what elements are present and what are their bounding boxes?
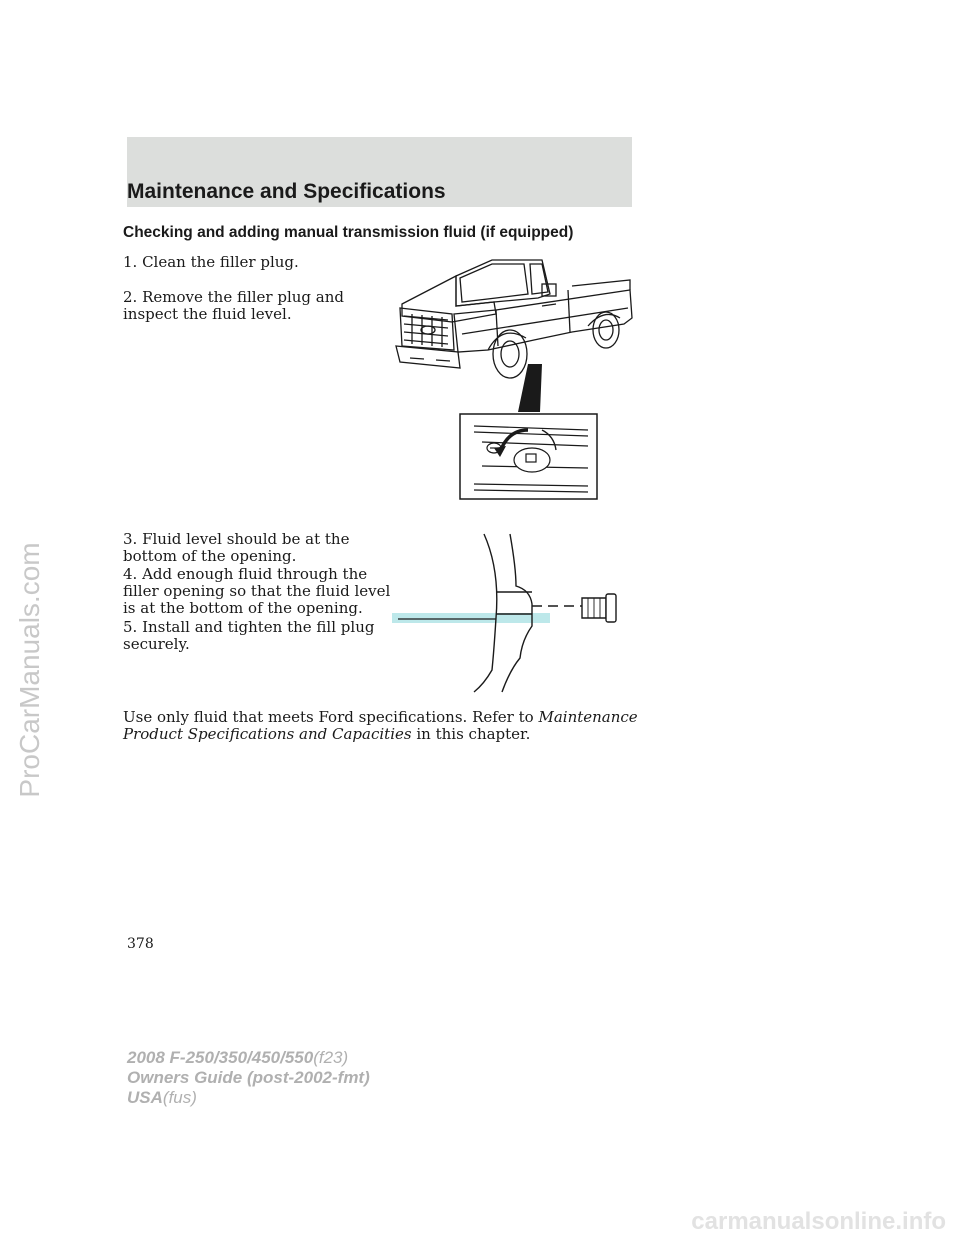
side-watermark-text: ProCarManuals.com [14, 542, 45, 798]
step-1-text: 1. Clean the filler plug. [123, 253, 299, 271]
footer-region-code: (fus) [162, 1088, 197, 1107]
truck-cab [456, 260, 550, 306]
truck-illustration [392, 254, 634, 504]
step-4-line-2: filler opening so that the fluid level [123, 582, 391, 600]
step-4 [123, 566, 390, 617]
step-5-line-1: 5. Install and tighten the fill plug [123, 618, 375, 636]
step-3 [123, 531, 349, 565]
step-5-line-2: securely. [123, 635, 190, 653]
footer-model: 2008 F-250/350/450/550 [127, 1048, 314, 1067]
note-end: in this chapter. [416, 725, 531, 743]
bottom-watermark: carmanualsonline.info [691, 1208, 946, 1235]
footer-guide: Owners Guide (post-2002-fmt) [127, 1068, 370, 1087]
note-paragraph [123, 709, 638, 743]
footer-region: USA [127, 1088, 163, 1107]
footer-line-1 [127, 1048, 370, 1068]
note-text: Use only fluid that meets Ford specifications. Refer to [123, 708, 534, 726]
step-2-line-2: inspect the fluid level. [123, 305, 292, 323]
step-5 [123, 619, 374, 653]
note-reference-link[interactable]: Maintenance [538, 708, 638, 726]
section-title: Maintenance and Specifications [127, 180, 446, 203]
footer [127, 1048, 370, 1108]
side-watermark [0, 520, 60, 820]
footer-line-3 [127, 1088, 370, 1108]
note-reference-link-cont[interactable]: Product Specifications and Capacities [123, 725, 412, 743]
step-4-line-1: 4. Add enough fluid through the [123, 565, 368, 583]
note-line-1 [123, 709, 638, 726]
fill-plug-bolt [582, 594, 616, 622]
step-3-line-2: bottom of the opening. [123, 547, 297, 565]
step-1 [123, 254, 299, 271]
step-2-line-1: 2. Remove the filler plug and [123, 288, 345, 306]
truck-hood [402, 276, 496, 322]
subheading: Checking and adding manual transmission fluid (if equipped) [123, 224, 574, 241]
front-wheel [493, 330, 527, 378]
fluid-level-illustration [392, 530, 634, 696]
footer-model-code: (f23) [313, 1048, 349, 1067]
step-3-line-1: 3. Fluid level should be at the [123, 530, 350, 548]
note-line-2 [123, 726, 638, 743]
page-number: 378 [127, 936, 154, 952]
step-4-line-3: is at the bottom of the opening. [123, 599, 363, 617]
step-2 [123, 289, 344, 323]
rear-wheel [593, 312, 619, 348]
